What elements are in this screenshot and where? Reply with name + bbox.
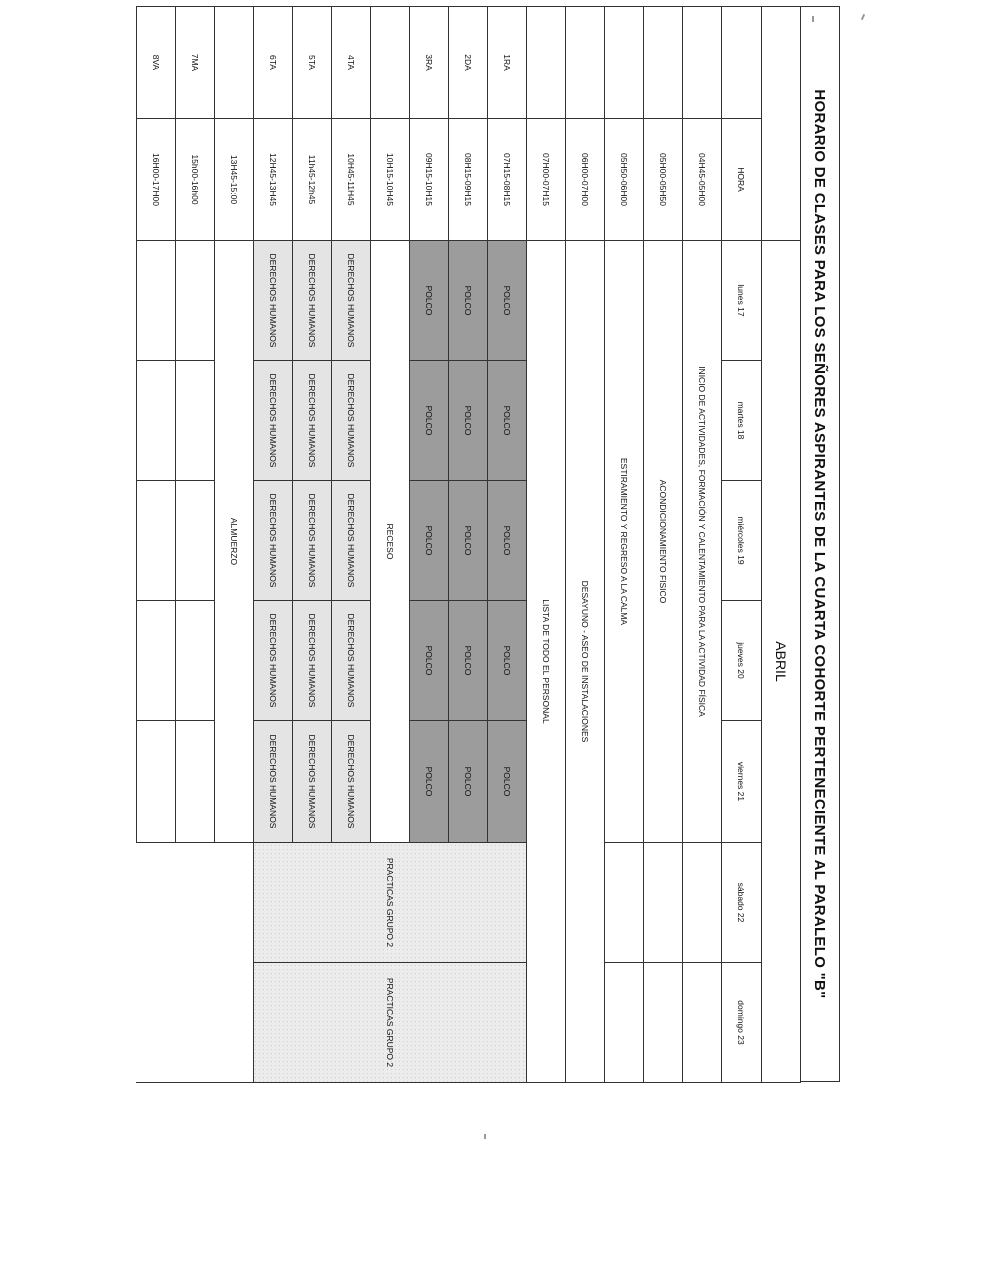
class-cell: POLCO: [488, 481, 527, 601]
table-row: [215, 7, 254, 1083]
class-cell: POLCO: [410, 721, 449, 843]
time-cell: 15h00-16h00: [176, 119, 215, 241]
class-cell: DERECHOS HUMANOS: [332, 601, 371, 721]
class-cell: POLCO: [449, 601, 488, 721]
empty-cell: [605, 963, 644, 1083]
class-cell: DERECHOS HUMANOS: [254, 241, 293, 361]
time-cell: 09H15-10H15: [410, 119, 449, 241]
class-cell: DERECHOS HUMANOS: [293, 481, 332, 601]
time-cell: 11h45-12h45: [293, 119, 332, 241]
empty-cell: [176, 481, 215, 601]
day-header: miércoles 19: [722, 481, 762, 601]
day-header: martes 18: [722, 361, 762, 481]
empty-cell: [137, 481, 176, 601]
class-cell: DERECHOS HUMANOS: [293, 241, 332, 361]
period-cell: 5TA: [293, 7, 332, 119]
weekend-practice-sunday: PRACTICAS GRUPO 2: [254, 963, 527, 1083]
class-cell: POLCO: [449, 361, 488, 481]
period-cell: [605, 7, 644, 119]
schedule-table: [136, 6, 801, 1083]
empty-cell: [683, 963, 722, 1083]
time-cell: 07H00-07H15: [527, 119, 566, 241]
period-cell: 3RA: [410, 7, 449, 119]
day-header: jueves 20: [722, 601, 762, 721]
table-row: [566, 7, 605, 1083]
class-cell: DERECHOS HUMANOS: [254, 481, 293, 601]
empty-cell: [137, 721, 176, 843]
period-cell: 6TA: [254, 7, 293, 119]
activity-cell: ACONDICIONAMIENTO FISICO: [644, 241, 683, 843]
period-cell: 8VA: [137, 7, 176, 119]
time-cell: 07H15-08H15: [488, 119, 527, 241]
empty-cell: [176, 361, 215, 481]
class-cell: POLCO: [449, 721, 488, 843]
hora-header: HORA: [722, 119, 762, 241]
class-cell: DERECHOS HUMANOS: [332, 241, 371, 361]
time-cell: 05H00-05H50: [644, 119, 683, 241]
period-cell: 1RA: [488, 7, 527, 119]
class-cell: POLCO: [449, 481, 488, 601]
class-cell: POLCO: [488, 721, 527, 843]
class-cell: DERECHOS HUMANOS: [293, 601, 332, 721]
class-cell: DERECHOS HUMANOS: [332, 361, 371, 481]
empty-cell: [644, 963, 683, 1083]
activity-cell: INICIO DE ACTIVIDADES, FORMACIÓN Y CALENTAMIENTO PARA LA ACTIVIDAD FÍSICA: [683, 241, 722, 843]
time-cell: 10H15-10H45: [371, 119, 410, 241]
empty-cell: [605, 843, 644, 963]
empty-cell: [176, 241, 215, 361]
empty-cell: [137, 361, 176, 481]
schedule-sheet: [128, 6, 840, 1082]
class-cell: DERECHOS HUMANOS: [293, 361, 332, 481]
class-cell: DERECHOS HUMANOS: [332, 481, 371, 601]
table-row: [644, 7, 683, 1083]
time-cell: 13H45-15:00: [215, 119, 254, 241]
class-cell: POLCO: [410, 361, 449, 481]
activity-cell: ALMUERZO: [215, 241, 254, 843]
empty-cell: [137, 601, 176, 721]
day-header: lunes 17: [722, 241, 762, 361]
table-row: [683, 7, 722, 1083]
period-cell: 7MA: [176, 7, 215, 119]
day-header: viernes 21: [722, 721, 762, 843]
time-cell: 05H50-06H00: [605, 119, 644, 241]
table-row: [527, 7, 566, 1083]
activity-cell: LISTA DE TODO EL PERSONAL: [527, 241, 566, 1083]
class-cell: POLCO: [410, 241, 449, 361]
day-header: sábado 22: [722, 843, 762, 963]
table-row: [488, 7, 527, 1083]
schedule-title: HORARIO DE CLASES PARA LOS SEÑORES ASPIRANTES DE LA CUARTA COHORTE PERTENECIENTE AL PARALELO "B": [801, 6, 840, 1082]
scan-speck: [484, 1134, 486, 1139]
month-label: ABRIL: [762, 241, 801, 1083]
activity-cell: RECESO: [371, 241, 410, 843]
month-spacer: [762, 7, 801, 241]
class-cell: POLCO: [449, 241, 488, 361]
table-row: [137, 7, 176, 1083]
period-cell: [527, 7, 566, 119]
period-cell: [371, 7, 410, 119]
empty-cell: [176, 721, 215, 843]
period-cell: [566, 7, 605, 119]
class-cell: DERECHOS HUMANOS: [254, 361, 293, 481]
period-cell: [215, 7, 254, 119]
class-cell: DERECHOS HUMANOS: [293, 721, 332, 843]
empty-cell: [683, 843, 722, 963]
period-cell: 4TA: [332, 7, 371, 119]
activity-cell: ESTIRAMIENTO Y REGRESO A LA CALMA: [605, 241, 644, 843]
period-header: [722, 7, 762, 119]
period-cell: [644, 7, 683, 119]
time-cell: 06H00-07H00: [566, 119, 605, 241]
time-cell: 16H00-17H00: [137, 119, 176, 241]
time-cell: 10H45-11H45: [332, 119, 371, 241]
time-cell: 08H15-09H15: [449, 119, 488, 241]
class-cell: POLCO: [488, 241, 527, 361]
day-header: domingo 23: [722, 963, 762, 1083]
period-cell: [683, 7, 722, 119]
empty-cell: [176, 601, 215, 721]
class-cell: POLCO: [410, 481, 449, 601]
activity-cell: DESAYUNO - ASEO DE INSTALACIONES: [566, 241, 605, 1083]
time-cell: 04H45-05H00: [683, 119, 722, 241]
class-cell: DERECHOS HUMANOS: [332, 721, 371, 843]
empty-cell: [137, 241, 176, 361]
period-cell: 2DA: [449, 7, 488, 119]
empty-cell: [644, 843, 683, 963]
class-cell: POLCO: [410, 601, 449, 721]
class-cell: POLCO: [488, 361, 527, 481]
time-cell: 12H45-13H45: [254, 119, 293, 241]
class-cell: DERECHOS HUMANOS: [254, 721, 293, 843]
class-cell: POLCO: [488, 601, 527, 721]
class-cell: DERECHOS HUMANOS: [254, 601, 293, 721]
table-row: [605, 7, 644, 1083]
scan-speck: [861, 14, 865, 20]
table-row: [176, 7, 215, 1083]
weekend-practice-saturday: PRACTICAS GRUPO 2: [254, 843, 527, 963]
